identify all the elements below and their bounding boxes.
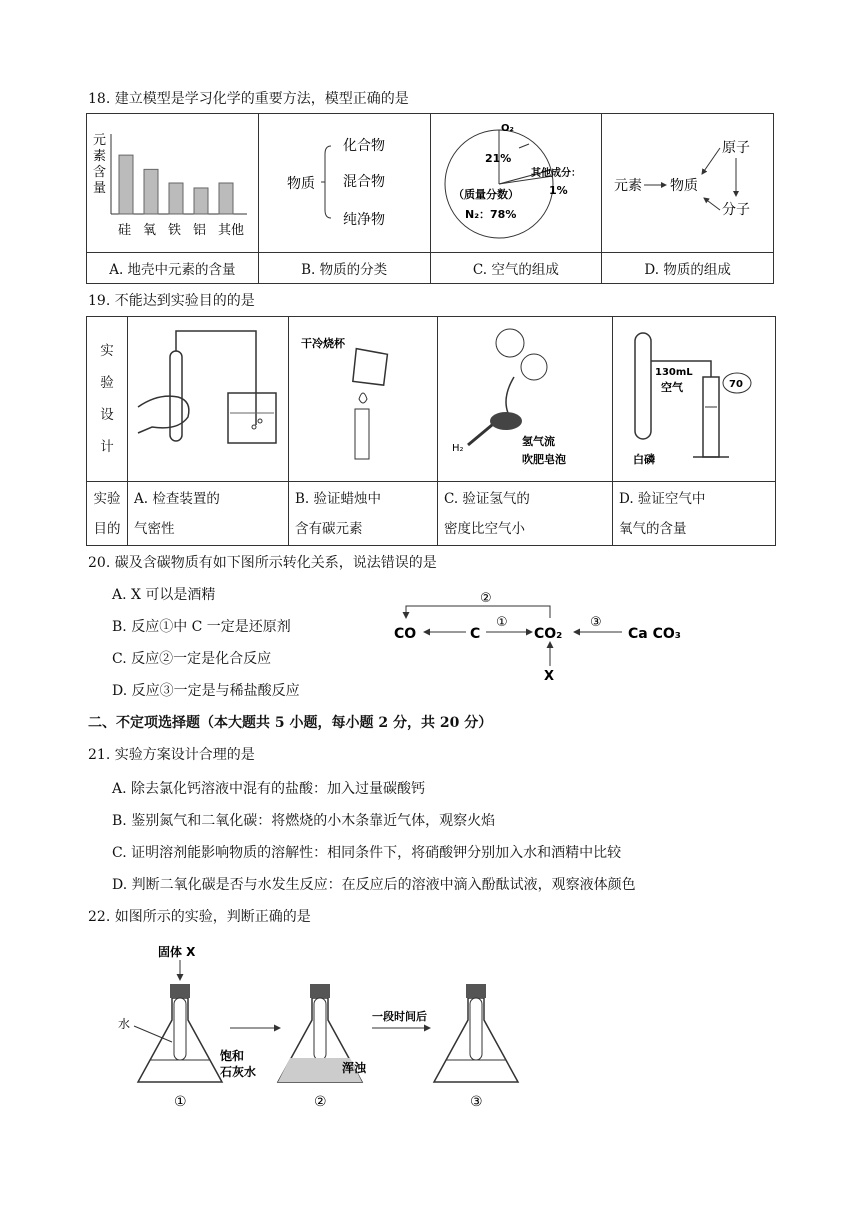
b-left: 物质	[286, 176, 315, 192]
purpose-a-line2: 气密性	[134, 520, 175, 537]
d-atom: 原子	[722, 140, 751, 156]
c-n2: N₂：78%	[464, 208, 516, 221]
q20-stem: 20. 碳及含碳物质有如下图所示转化关系，说法错误的是	[88, 555, 437, 571]
purpose-d-line1: D. 验证空气中	[619, 490, 706, 507]
solid-x-label: 固体 X	[158, 945, 196, 959]
bar-2	[169, 183, 183, 214]
purpose-c-line1: C. 验证氢气的	[444, 490, 530, 507]
purpose-label-1: 实验	[93, 490, 121, 507]
bar-label-3: 铝	[193, 223, 207, 238]
water-label: 水	[118, 1017, 131, 1031]
section-2-heading: 二、不定项选择题（本大题共 5 小题，每小题 2 分，共 20 分）	[88, 715, 493, 731]
bar-label-2: 铁	[168, 223, 182, 238]
q21-stem: 21. 实验方案设计合理的是	[88, 747, 255, 763]
flask-3-number: ③	[470, 1094, 483, 1110]
flask-1-number: ①	[174, 1094, 187, 1110]
q19-fig-c	[438, 317, 613, 482]
q20-option-a: A. X 可以是酒精	[112, 587, 216, 603]
purpose-label-2: 目的	[93, 520, 121, 537]
q18-stem: 18. 建立模型是学习化学的重要方法，模型正确的是	[88, 91, 409, 107]
ylabel-3: 含	[93, 165, 107, 180]
c-h2-label: H₂	[452, 443, 464, 454]
c-other: 其他成分：	[530, 168, 581, 179]
bar-4	[219, 183, 233, 214]
flask-2-number: ②	[314, 1094, 327, 1110]
q21-option-d: D. 判断二氧化碳是否与水发生反应：在反应后的溶液中滴入酚酞试液，观察液体颜色	[112, 877, 636, 893]
carbon-conversion-diagram	[388, 586, 698, 686]
q19-table	[86, 316, 776, 546]
ylabel-1: 元	[93, 133, 107, 148]
q19-purpose-label	[87, 482, 128, 546]
q18-caption-b: B. 物质的分类	[258, 253, 430, 284]
b-item-1: 化合物	[342, 138, 385, 154]
d-element: 元素	[614, 178, 643, 194]
bar-0	[119, 155, 133, 214]
d-air: 空气	[661, 381, 683, 394]
q18-fig-c	[430, 114, 602, 253]
b-beaker-label: 干冷烧杯	[301, 337, 345, 350]
bar-label-1: 氧	[143, 223, 157, 238]
q19-purpose-c	[438, 482, 613, 546]
c-other-pct: 1%	[548, 184, 568, 197]
oxygen-content-figure	[613, 317, 775, 477]
purpose-b-line2: 含有碳元素	[295, 520, 363, 537]
q18-caption-a: A. 地壳中元素的含量	[87, 253, 259, 284]
q18-fig-a	[87, 114, 259, 253]
d-reading: 70	[729, 379, 743, 390]
q22-experiment-figure	[110, 942, 530, 1112]
bar-label-4: 其他	[218, 223, 245, 238]
ylabel-4: 量	[93, 181, 107, 196]
q19-purpose-a	[128, 482, 289, 546]
substance-classification-figure	[259, 114, 427, 248]
x-label: X	[544, 669, 555, 684]
design-char-1: 实	[100, 343, 114, 359]
purpose-c-line2: 密度比空气小	[444, 520, 525, 537]
ylabel-2: 素	[93, 149, 107, 164]
q21-option-c: C. 证明溶剂能影响物质的溶解性：相同条件下，将硝酸钾分别加入水和酒精中比较	[112, 845, 622, 861]
reaction-3: ③	[590, 615, 602, 630]
q20-option-c: C. 反应②一定是化合反应	[112, 651, 272, 667]
d-phosphorus: 白磷	[633, 453, 655, 466]
co2-label: CO₂	[534, 626, 563, 642]
b-item-3: 纯净物	[342, 212, 385, 228]
q19-design-label	[87, 317, 128, 482]
q18-caption-d: D. 物质的组成	[602, 253, 774, 284]
crust-element-bar-figure	[87, 114, 255, 248]
q18-fig-d	[602, 114, 774, 253]
d-substance: 物质	[670, 178, 699, 194]
q21-option-a: A. 除去氯化钙溶液中混有的盐酸：加入过量碳酸钙	[112, 781, 426, 797]
q21-option-b: B. 鉴别氮气和二氧化碳：将燃烧的小木条靠近气体，观察火焰	[112, 813, 496, 829]
turbid-label: 浑浊	[342, 1061, 367, 1075]
bar-1	[144, 169, 158, 214]
q19-purpose-b	[289, 482, 438, 546]
q18-caption-c: C. 空气的组成	[430, 253, 602, 284]
q19-purpose-d	[613, 482, 776, 546]
c-label-1: 氢气流	[522, 435, 555, 448]
c-label-2: 吹肥皂泡	[522, 453, 566, 466]
d-volume: 130mL	[655, 367, 693, 378]
design-char-4: 计	[100, 439, 114, 455]
hydrogen-bubble-figure	[438, 317, 612, 477]
substance-composition-figure	[602, 114, 770, 248]
c-label: C	[470, 626, 481, 642]
q22-stem: 22. 如图所示的实验，判断正确的是	[88, 909, 311, 925]
limewater-label-2: 石灰水	[220, 1065, 257, 1079]
b-item-2: 混合物	[342, 174, 385, 190]
reaction-1: ①	[496, 615, 508, 630]
q19-stem: 19. 不能达到实验目的的是	[88, 293, 255, 309]
c-o2-pct: 21%	[484, 152, 511, 165]
q18-fig-b	[258, 114, 430, 253]
q18-table	[86, 113, 774, 284]
design-char-2: 验	[100, 375, 114, 391]
purpose-b-line1: B. 验证蜡烛中	[295, 490, 382, 507]
d-molecule: 分子	[722, 202, 751, 218]
q20-option-d: D. 反应③一定是与稀盐酸反应	[112, 683, 300, 699]
limewater-label-1: 饱和	[220, 1049, 245, 1063]
caco3-label: Ca CO₃	[628, 626, 681, 642]
reaction-2: ②	[480, 591, 492, 606]
q19-fig-b	[289, 317, 438, 482]
co-label: CO	[394, 626, 417, 642]
air-composition-pie	[431, 114, 599, 248]
q19-fig-a	[128, 317, 289, 482]
purpose-a-line1: A. 检查装置的	[134, 490, 220, 507]
c-o2: O₂	[500, 123, 514, 134]
c-basis: （质量分数）	[452, 188, 519, 201]
airtightness-check-figure	[128, 317, 288, 477]
bar-label-0: 硅	[118, 223, 132, 238]
purpose-d-line2: 氧气的含量	[619, 520, 687, 537]
bar-3	[194, 188, 208, 214]
q19-fig-d	[613, 317, 776, 482]
after-label: 一段时间后	[372, 1010, 427, 1023]
design-char-3: 设	[100, 407, 114, 423]
q20-option-b: B. 反应①中 C 一定是还原剂	[112, 619, 291, 635]
candle-beaker-figure	[289, 317, 437, 477]
